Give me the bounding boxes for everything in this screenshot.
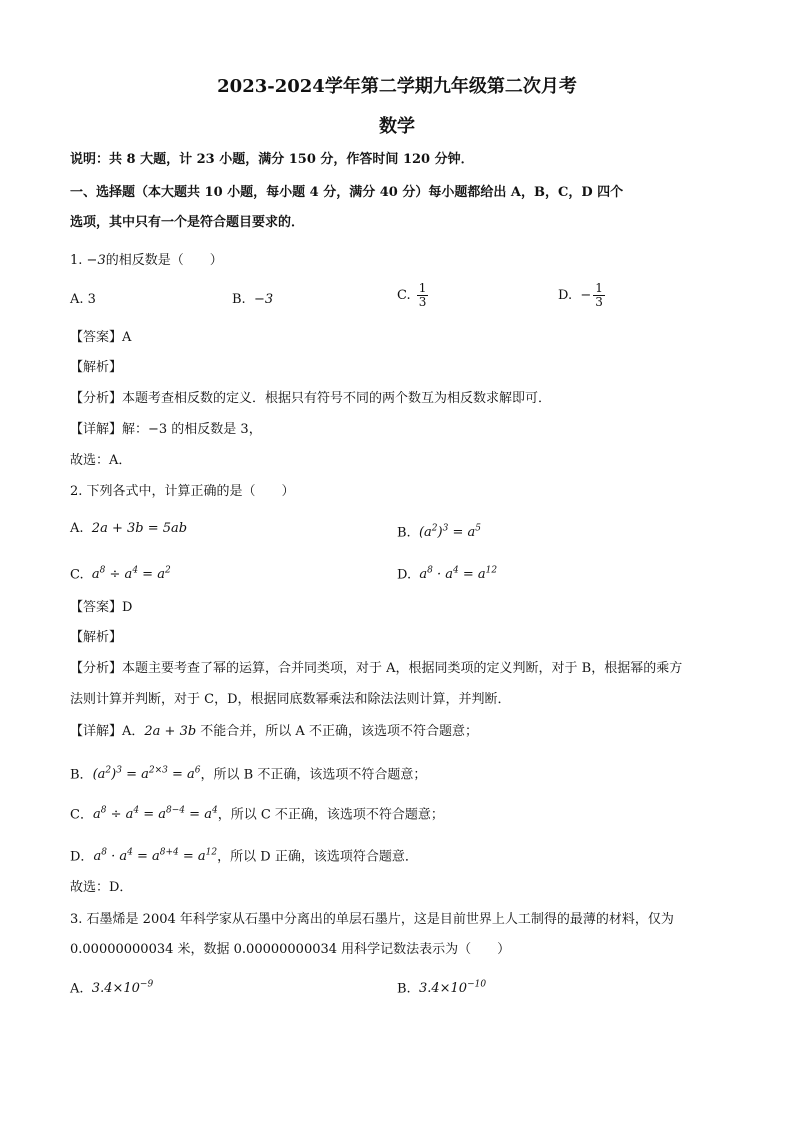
q3-option-b: B. $3.4\times 10^{-10}$ (397, 980, 487, 997)
q1-stem (70, 251, 223, 271)
q1-option-d: D. − $\frac{1}{3}$ (558, 281, 603, 309)
q2-detail-c: C．$a^8 \div a^4 = a^{8-4} = a^4$，所以 C 不正确，该选项不符合题意； (70, 806, 444, 823)
q2-option-d: D. $a^8 \cdot a^4 = a^{12}$ (397, 566, 498, 583)
q1-stem-math: −3 (86, 253, 106, 268)
q2-detail-b: B．$(a^2)^3 = a^{2\times 3} = a^6$，所以 B 不正确，该选项不符合题意； (70, 766, 427, 783)
q1-analysis: 【分析】本题考查相反数的定义．根据只有符号不同的两个数互为相反数求解即可． (70, 391, 552, 406)
q1-option-b: B. −3 (232, 292, 274, 307)
q2-choice: 故选：D． (70, 880, 133, 895)
q2-option-c: C. $a^8 \div a^4 = a^2$ (70, 566, 171, 583)
fraction: $\frac{1}{3}$ (595, 281, 603, 309)
q2-option-a: A. 2a + 3b = 5ab (70, 521, 188, 536)
q2-analysis-heading: 【解析】 (70, 630, 123, 645)
q2-analysis-line2: 法则计算并判断，对于 C，D，根据同底数幂乘法和除法法则计算，并判断． (70, 692, 511, 707)
q1-choice: 故选：A． (70, 453, 132, 468)
q1-detail: 【详解】解：−3 的相反数是 3， (70, 422, 262, 437)
subject-title: 数学 (379, 116, 415, 137)
instructions: 说明：共 8 大题，计 23 小题，满分 150 分，作答时间 120 分钟． (70, 152, 474, 167)
q2-option-b: B. $(a^2)^3 = a^5$ (397, 524, 481, 541)
q3-stem-line1: 3. 石墨烯是 2004 年科学家从石墨中分离出的单层石墨片，这是目前世界上人工制得的最薄的材料，仅为 (70, 912, 674, 927)
section-heading-line2: 选项，其中只有一个是符合题目要求的． (70, 215, 305, 230)
section-heading-line1: 一、选择题（本大题共 10 小题，每小题 4 分，满分 40 分）每小题都给出 A，B，C，D 四个 (70, 185, 624, 200)
fraction: $\frac{1}{3}$ (418, 281, 427, 309)
q2-answer: 【答案】D (70, 600, 133, 615)
q1-option-a: A. 3 (70, 292, 96, 307)
exam-title: 2023-2024学年第二学期九年级第二次月考 (217, 76, 577, 97)
q1-stem-text: 的相反数是（ ） (105, 253, 223, 268)
q1-option-c: C. $\frac{1}{3}$ (397, 281, 427, 309)
q1-number: 1. (70, 253, 83, 268)
q1-analysis-heading: 【解析】 (70, 360, 123, 375)
q2-detail-d: D．$a^8 \cdot a^4 = a^{8+4} = a^{12}$，所以 D 正确，该选项符合题意． (70, 848, 418, 865)
q3-option-a: A. $3.4\times 10^{-9}$ (70, 980, 154, 997)
q1-answer: 【答案】A (70, 330, 132, 345)
q2-stem: 2. 下列各式中，计算正确的是（ ） (70, 484, 295, 499)
q2-analysis-line1: 【分析】本题主要考查了幂的运算，合并同类项，对于 A，根据同类项的定义判断，对于 B，根据幂的乘方 (70, 661, 683, 676)
q3-stem-line2: 0.00000000034 米，数据 0.00000000034 用科学记数法表示为（ ） (70, 942, 511, 957)
q2-detail-a: 【详解】A．2a + 3b 不能合并，所以 A 不正确，该选项不符合题意； (70, 724, 478, 739)
